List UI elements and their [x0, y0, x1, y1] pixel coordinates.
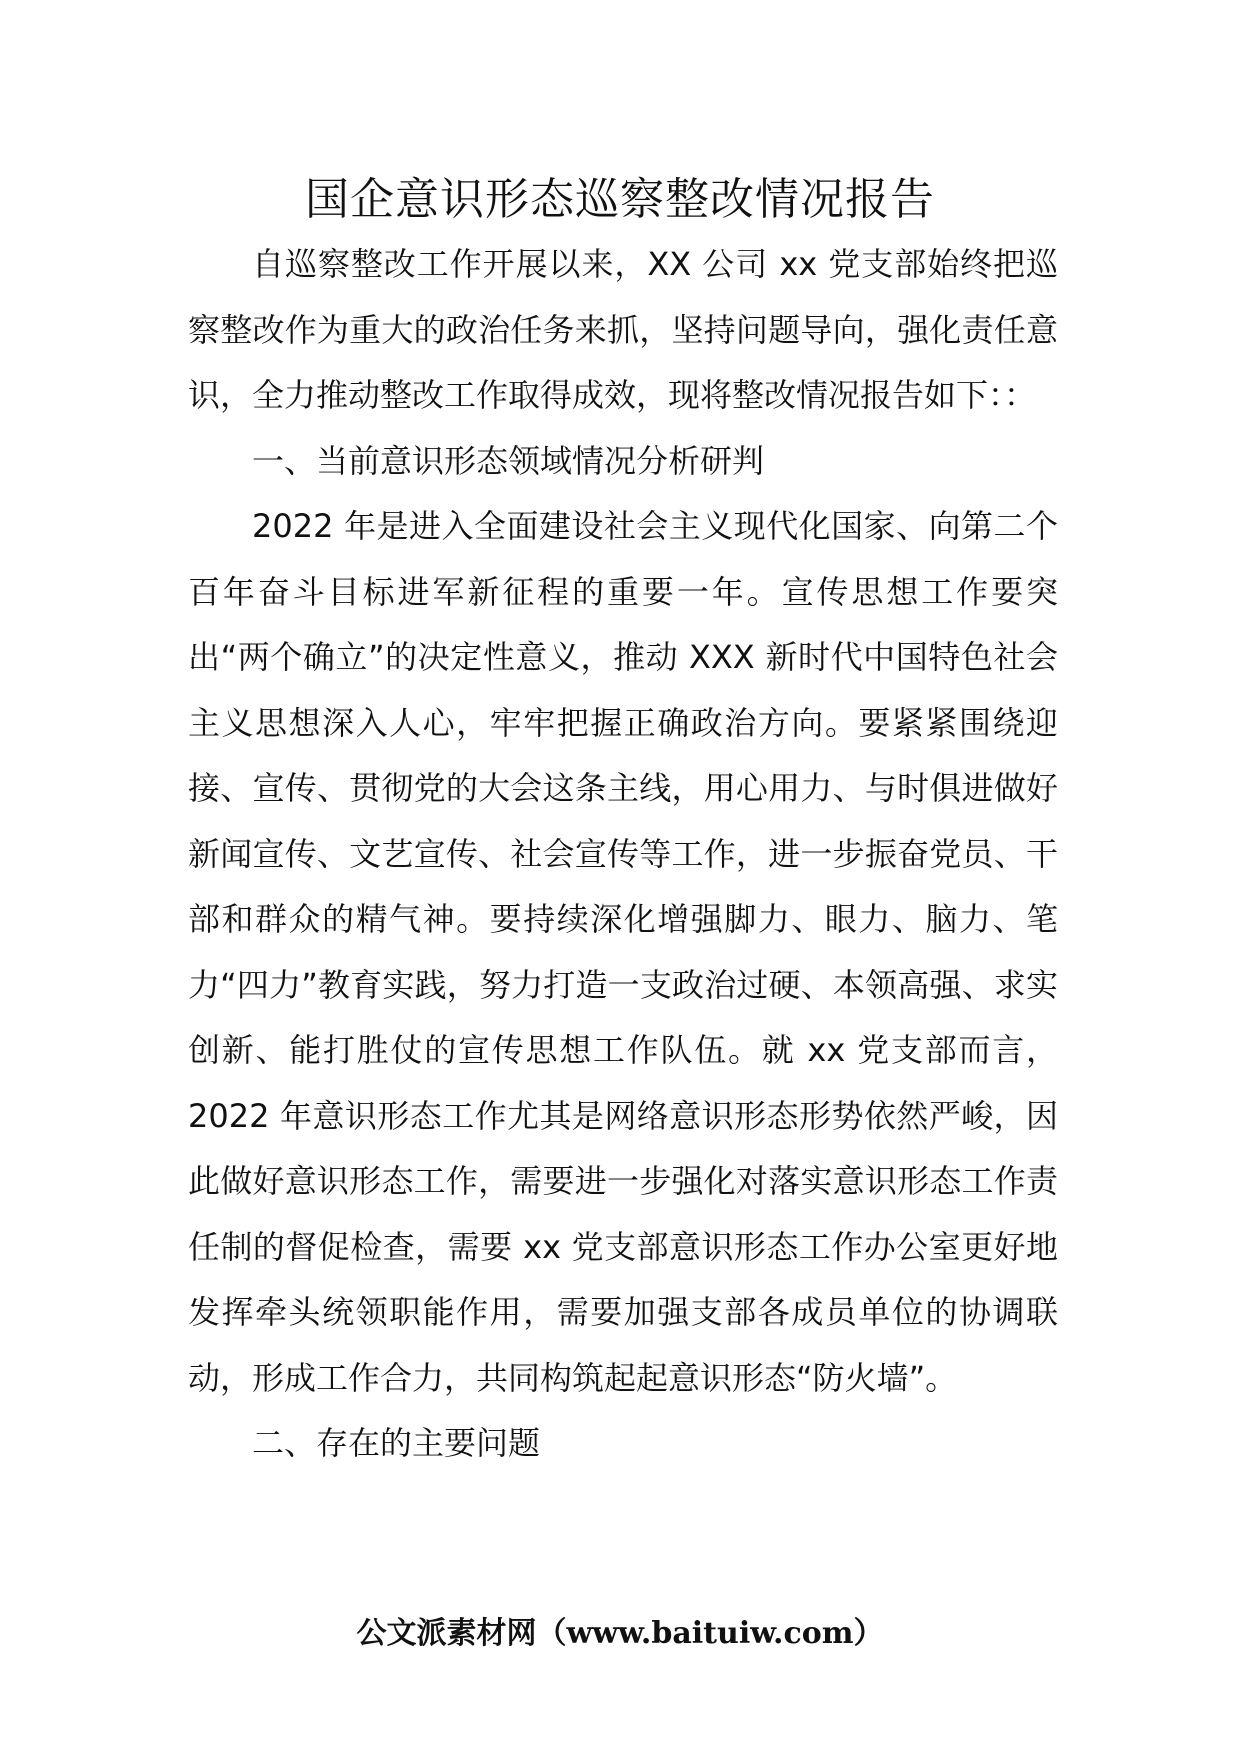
section-2-heading: 二、存在的主要问题: [252, 1424, 541, 1462]
watermark-footer: 公文派素材网（www.baituiw.com）: [356, 1616, 884, 1651]
section-1-heading: 一、当前意识形态领域情况分析研判: [252, 441, 765, 480]
document-body: [188, 232, 1058, 1477]
intro-paragraph: 自巡察整改工作开展以来，XX 公司 xx 党支部始终把巡察整改作为重大的政治任务来抓，坚持问题导向，强化责任意识，全力推动整改工作取得成效，现将整改情况报告如下：：: [188, 245, 1058, 414]
section-1-paragraph: 2022 年是进入全面建设社会主义现代化国家、向第二个百年奋斗目标进军新征程的重要一年。宣传思想工作要突出“两个确立”的决定性意义，推动 XXX 新时代中国特色社会主义思想深入人心，牢牢把握正确政治方向。要紧紧围绕迎接、宣传、贯彻党的大会这条主线，用心用力、与时俱进做好新闻宣传、文艺宣传、社会宣传等工作，进一步振奋党员、干部和群众的精气神。要持续深化增强脚力、眼力、脑力、笔力“四力”教育实践，努力打造一支政治过硬、本领高强、求实创新、能打胜仗的宣传思想工作队伍。就 xx 党支部而言，2022 年意识形态工作尤其是网络意识形态形势依然严峻，因此做好意识形态工作，需要进一步强化对落实意识形态工作责任制的督促检查，需要 xx 党支部意识形态工作办公室更好地发挥牵头统领职能作用，需要加强支部各成员单位的协调联动，形成工作合力，共同构筑起起意识形态“防火墙”。: [188, 507, 1058, 1397]
document-title: 国企意识形态巡察整改情况报告: [305, 174, 935, 225]
